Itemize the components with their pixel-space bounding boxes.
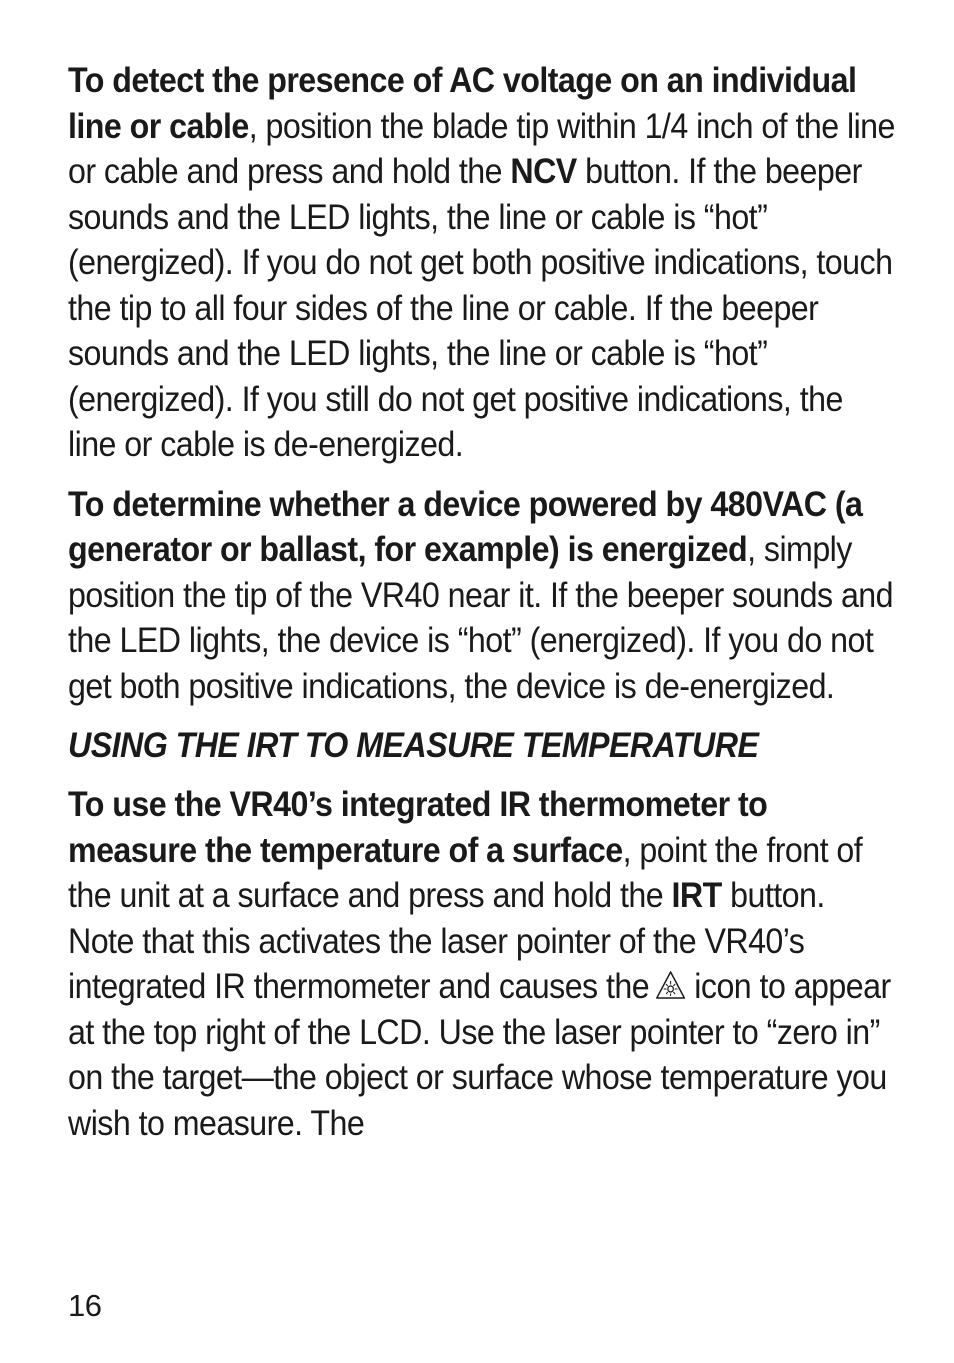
manual-page-content — [68, 58, 898, 1160]
paragraph-irt-measure — [68, 782, 898, 1146]
text-480vac: , simply position the tip of the VR40 near it. If the beeper sounds and the LED lights, the device is “hot” (energized). If you do not get both positive indications, the device is de-energized. — [68, 530, 894, 706]
text-irt-1: , point the front of the unit at a surface and press and hold the — [68, 830, 863, 915]
laser-warning-icon — [655, 966, 686, 996]
text-ncv-1: , position the blade tip within 1/4 inch of the line or cable and press and hold the — [68, 106, 895, 191]
lead-ncv-line: To detect the presence of AC voltage on an individual line or cable — [68, 61, 857, 146]
page-number: 16 — [68, 1288, 102, 1323]
irt-button-name: IRT — [671, 876, 722, 915]
paragraph-ncv-line — [68, 58, 898, 468]
text-irt-3: icon to appear at the top right of the LCD. Use the laser pointer to “zero in” on the target—the object or surface whose temperature you wish to measure. The — [68, 967, 891, 1143]
lead-irt: To use the VR40’s integrated IR thermometer to measure the temperature of a surface — [68, 785, 768, 870]
lead-480vac: To determine whether a device powered by 480VAC (a generator or ballast, for example) is energized — [68, 484, 863, 569]
section-heading-irt: USING THE IRT TO MEASURE TEMPERATURE — [68, 726, 759, 765]
ncv-button-name: NCV — [510, 152, 577, 191]
paragraph-480vac-device — [68, 482, 898, 710]
text-ncv-2: button. If the beeper sounds and the LED lights, the line or cable is “hot” (energized). If you do not get both positive indications, touch the tip to all four sides of the line or cable. If the beeper sounds and the LED lights, the line or cable is “hot” (energized). If you still do not get positive indications, the line or cable is de-energized. — [68, 152, 893, 464]
text-irt-2: button. Note that this activates the laser pointer of the VR40’s integrated IR thermometer and causes the — [68, 876, 825, 1006]
